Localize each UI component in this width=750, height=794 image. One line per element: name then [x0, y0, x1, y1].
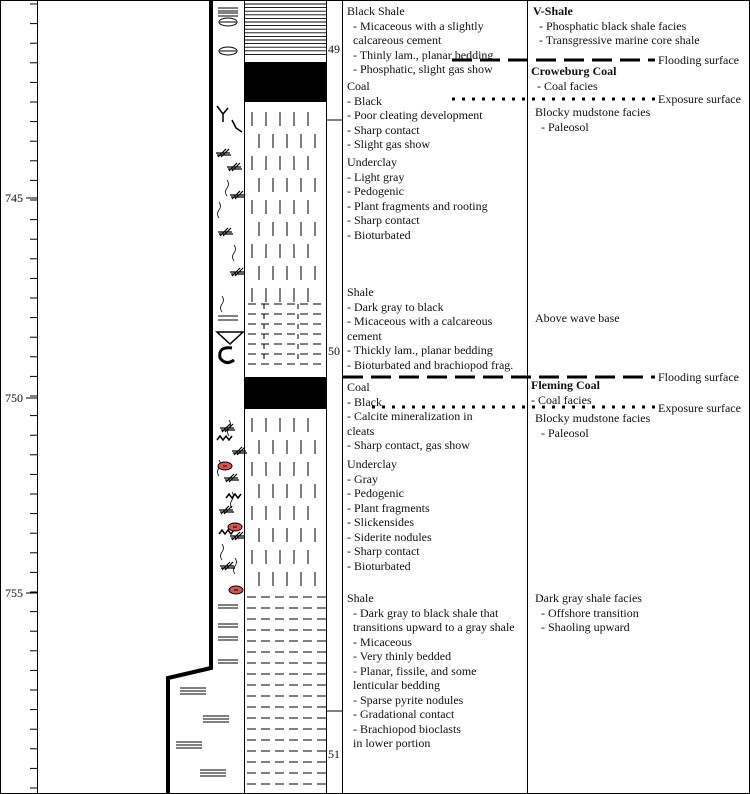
plant-fragment-symbol — [227, 163, 242, 171]
description-line: transitions upward to a gray shale — [353, 620, 515, 634]
lithology-column — [245, 4, 326, 784]
description-line: - Plant fragments — [347, 500, 430, 515]
bioturbation-symbol — [218, 202, 221, 218]
description-line: - Plant fragments and rooting — [347, 198, 488, 213]
interpretation-fleming-coal — [531, 378, 600, 407]
description-line: calcareous cement — [353, 33, 442, 47]
description-line: - Sharp contact — [347, 544, 420, 558]
plant-fragment-symbol — [230, 268, 245, 276]
bioturbation-symbol — [221, 296, 224, 312]
bioturbation-symbol — [233, 245, 236, 261]
description-line: cleats — [347, 423, 375, 438]
description-line: - Calcite mineralization in — [347, 409, 473, 423]
description-line: - Slight gas show — [347, 137, 431, 151]
depth-label-745: 745 — [5, 191, 23, 205]
description-shale-1 — [347, 285, 513, 372]
sample-label-49: 49 — [328, 42, 340, 56]
interpretation-line: Above wave base — [535, 311, 620, 325]
flooding-surface-label-1: Flooding surface — [658, 53, 739, 67]
description-shale-2 — [347, 591, 515, 751]
coal-bed — [245, 62, 326, 102]
description-line: - Poor cleating development — [347, 108, 483, 122]
interpretation-line: V-Shale — [533, 4, 573, 18]
rooting-symbol — [232, 120, 242, 132]
description-line: - Sharp contact — [347, 213, 420, 227]
description-line: lenticular bedding — [353, 678, 440, 692]
interpretation-dark-gray-shale — [535, 591, 642, 635]
interpretation-line: Dark gray shale facies — [535, 591, 642, 605]
description-line: Shale — [347, 285, 374, 299]
description-line: - Micaceous with a slightly — [353, 18, 484, 33]
interpretation-line: - Shaoling upward — [541, 620, 630, 634]
interpretation-above-wave-base — [535, 311, 620, 326]
description-line: - Gray — [347, 471, 378, 486]
description-black-shale — [347, 4, 493, 77]
description-coal-1 — [347, 79, 483, 152]
plant-fragment-symbol — [218, 228, 233, 236]
description-line: Shale — [347, 591, 374, 605]
plant-fragment-symbol — [224, 474, 239, 482]
brachiopod-symbol — [217, 332, 243, 344]
interpretation-line: Fleming Coal — [531, 378, 600, 392]
description-line: Coal — [347, 380, 370, 394]
description-line: - Phosphatic, slight gas show — [353, 62, 493, 76]
plant-fragment-symbol — [220, 562, 235, 570]
description-line: Underclay — [347, 457, 397, 471]
description-line: - Pedogenic — [347, 486, 404, 500]
flooding-surface-label-2: Flooding surface — [658, 370, 739, 384]
depth-ruler — [26, 4, 37, 788]
description-line: - Dark gray to black shale that — [353, 605, 499, 620]
description-line: - Micaceous — [353, 634, 412, 649]
interpretation-line: - Coal facies — [537, 78, 598, 93]
description-line: - Sharp contact — [347, 122, 420, 137]
interpretation-line: - Offshore transition — [541, 605, 639, 620]
depth-label-750: 750 — [5, 391, 23, 405]
description-line: - Very thinly bedded — [353, 649, 452, 663]
description-line: - Pedogenic — [347, 184, 404, 198]
lithology-profile — [168, 0, 211, 794]
brachiopod-fragment-symbol — [220, 348, 234, 363]
description-line: - Siderite nodules — [347, 529, 432, 544]
description-line: cement — [347, 328, 382, 343]
exposure-surface-label-1: Exposure surface — [658, 92, 741, 106]
description-line: - Micaceous with a calcareous — [347, 314, 493, 328]
description-line: - Thickly lam., planar bedding — [347, 343, 493, 357]
plant-fragment-symbol — [216, 149, 231, 157]
description-line: - Brachiopod bioclasts — [353, 721, 461, 736]
description-line: - Dark gray to black — [347, 299, 444, 314]
interpretation-line: - Coal facies — [531, 392, 592, 407]
interpretation-line: Blocky mudstone facies — [535, 105, 651, 119]
description-line: in lower portion — [353, 736, 431, 750]
interpretation-croweburg-coal — [531, 64, 616, 93]
bioturbation-symbol — [221, 544, 224, 560]
depth-label-755: 755 — [5, 586, 23, 600]
slickenside-symbol — [217, 436, 232, 440]
plant-fragment-symbol — [230, 191, 245, 199]
description-line: - Thinly lam., planar bedding — [353, 47, 494, 62]
sample-label-51: 51 — [328, 747, 340, 761]
interpretation-line: Blocky mudstone facies — [535, 411, 651, 425]
interpretation-v-shale — [533, 4, 700, 48]
description-line: - Bioturbated — [347, 227, 411, 242]
bioturbation-symbol — [226, 180, 229, 196]
description-line: - Black — [347, 394, 382, 409]
description-line: - Bioturbated — [347, 558, 411, 573]
description-line: - Planar, fissile, and some — [353, 663, 477, 678]
description-underclay-2 — [347, 457, 432, 573]
bioturbation-symbol — [231, 492, 234, 508]
interpretation-line: - Paleosol — [541, 425, 589, 440]
description-coal-2 — [347, 380, 473, 453]
interpretation-line: - Phosphatic black shale facies — [539, 18, 687, 33]
description-line: - Sharp contact, gas show — [347, 438, 470, 452]
description-line: - Light gray — [347, 169, 405, 184]
coal-bed — [245, 377, 326, 409]
description-line: - Slickensides — [347, 515, 414, 529]
description-line: - Gradational contact — [353, 707, 455, 721]
interpretation-blocky-mudstone-1 — [535, 105, 650, 134]
description-line: Black Shale — [347, 4, 405, 18]
interpretation-line: - Transgressive marine core shale — [539, 33, 700, 47]
description-line: Underclay — [347, 155, 397, 169]
interpretation-blocky-mudstone-2 — [535, 411, 650, 440]
description-line: - Bioturbated and brachiopod frag. — [347, 357, 514, 372]
description-underclay-1 — [347, 155, 488, 242]
interpretation-line: - Paleosol — [541, 119, 589, 134]
interpretation-line: Croweburg Coal — [531, 64, 617, 78]
rooting-symbol — [217, 106, 228, 122]
description-line: - Sparse pyrite nodules — [353, 692, 464, 707]
description-line: Coal — [347, 79, 370, 93]
description-line: - Black — [347, 93, 382, 108]
exposure-surface-label-2: Exposure surface — [658, 401, 741, 415]
sample-label-50: 50 — [328, 344, 340, 358]
